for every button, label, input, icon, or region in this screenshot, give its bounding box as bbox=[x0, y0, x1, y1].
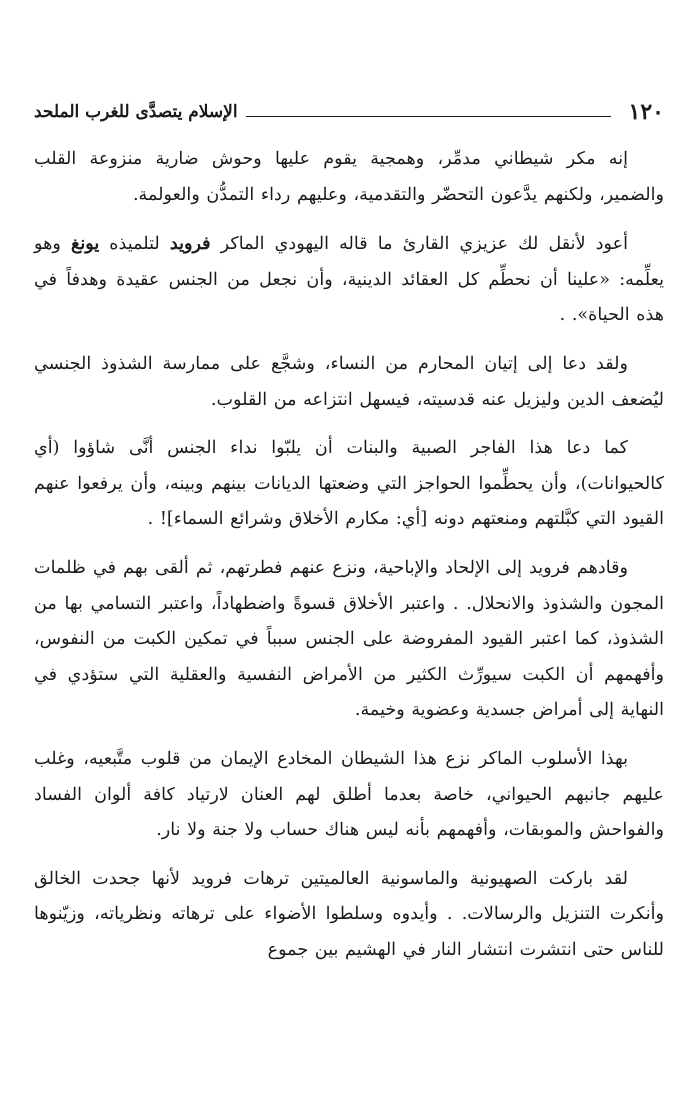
paragraph-1: إنه مكر شيطاني مدمِّر، وهمجية يقوم عليها وحوش ضارية منزوعة القلب والضمير، ولكنهم يدَّعون التحضّر والتقدمية، وعليهم رداء التمدُّن والعولمة. bbox=[34, 149, 664, 205]
paragraph-6: بهذا الأسلوب الماكر نزع هذا الشيطان المخادع الإيمان من قلوب متَّبعيه، وغلب عليهم جانبهم الحيواني، خاصة بعدما أطلق لهم العنان لارتياد كافة ألوان الفساد والفواحش والموبقات، وأفهمهم بأنه ليس هناك حساب ولا جنة ولا نار. bbox=[34, 748, 664, 841]
bold-name-freud: فرويد bbox=[169, 233, 211, 255]
header-rule bbox=[246, 116, 611, 117]
running-header bbox=[34, 92, 664, 126]
paragraph-2-part-2: لتلميذه bbox=[99, 234, 170, 255]
paragraph-5: وقادهم فرويد إلى الإلحاد والإباحية، ونزع عنهم فطرتهم، ثم ألقى بهم في ظلمات المجون والشذوذ والانحلال. . واعتبر الأخلاق قسوةً واضطهاداً، واعتبر التسامي بها من الشذوذ، كما اعتبر القيود المفروضة على الجنس سبباً في تمكين الكبت من النفوس، وأفهمهم أن الكبت سيورِّث الكثير من الأمراض النفسية والعقلية التي ستؤدي في النهاية إلى أمراض جسدية وعضوية وخيمة. bbox=[34, 557, 664, 721]
paragraph-7: لقد باركت الصهيونية والماسونية العالميتين ترهات فرويد لأنها جحدت الخالق وأنكرت التنزيل والرسالات. . وأيدوه وسلطوا الأضواء على ترهاته ونظرياته، وزيّنوها للناس حتى انتشرت انتشار النار في الهشيم بين جموع bbox=[34, 868, 664, 960]
paragraph-3: ولقد دعا إلى إتيان المحارم من النساء، وشجَّع على ممارسة الشذوذ الجنسي ليُضعف الدين وليزيل عنه قدسيته، فيسهل انتزاعه من القلوب. bbox=[34, 353, 664, 410]
paragraph-2 bbox=[34, 226, 664, 334]
book-title: الإسلام يتصدَّى للغرب الملحد bbox=[34, 102, 238, 122]
page-number: ١٢٠ bbox=[628, 99, 664, 125]
paragraph-2-part-3: وهو يعلِّمه: «علينا أن نحطِّم كل العقائد الدينية، وأن نجعل من الجنس عقيدة وهدفاً في هذه الحياة». . bbox=[34, 234, 664, 326]
paragraph-4: كما دعا هذا الفاجر الصبية والبنات أن يلبّوا نداء الجنس أنَّى شاؤوا (أي كالحيوانات)، وأن يحطِّموا الحواجز التي وضعتها الديانات بينهم وبينه، وأن يرفعوا عنهم القيود التي كبَّلتهم ومنعتهم دونه [أي: مكارم الأخلاق وشرائع السماء]! . bbox=[34, 438, 664, 530]
body-text bbox=[34, 142, 664, 981]
paragraph-2-part-1: أعود لأنقل لك عزيزي القارئ ما قاله اليهودي الماكر bbox=[210, 234, 628, 255]
bold-name-jung: يونغ bbox=[70, 233, 100, 255]
